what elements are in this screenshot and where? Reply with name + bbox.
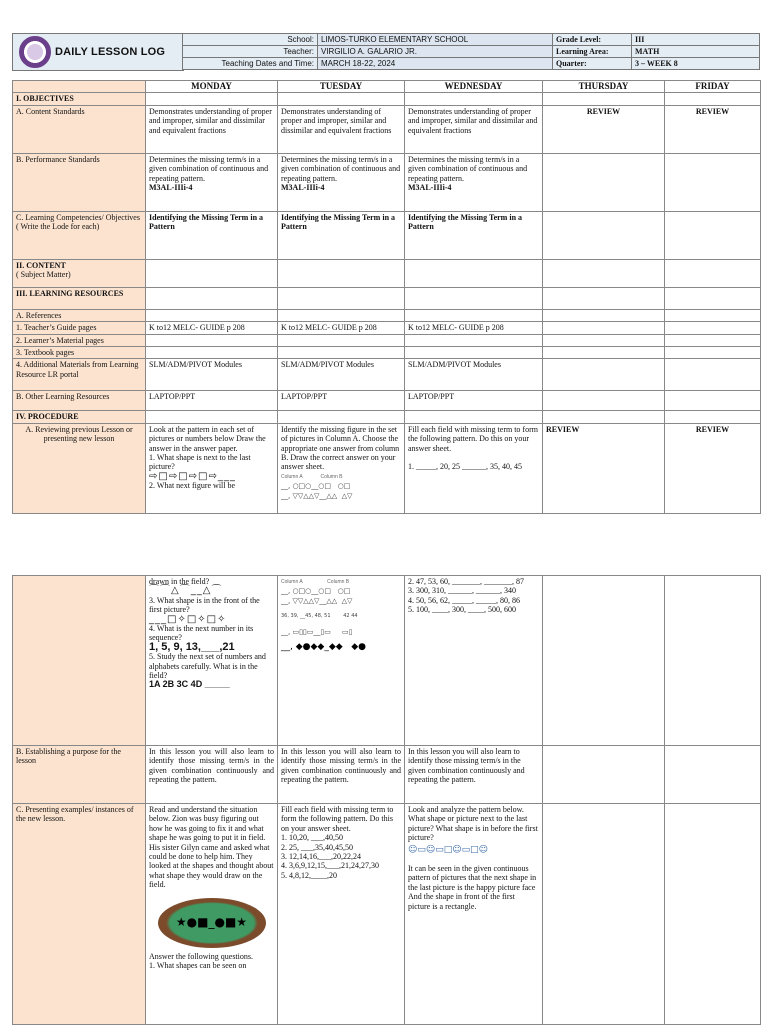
tg-monday: K to12 MELC- GUIDE p 208 bbox=[146, 322, 278, 334]
header-info-table bbox=[182, 33, 760, 70]
ps-tuesday: Determines the missing term/s in a given combination of continuous and repeating pattern. M3AL-IIIi-4 bbox=[278, 153, 405, 211]
purpose-monday: In this lesson you will also learn to identify those missing term/s in the given combination continuously and repeating the pattern. bbox=[146, 746, 278, 804]
arch-triangle-pattern-icon: ⌒⌒△⌒__△⌒ bbox=[149, 585, 223, 597]
review-wednesday: Fill each field with missing term to form the following pattern. Do this on your answer sheet. 1. _____, 20, 25 ______, 35, 40, 45 bbox=[405, 423, 543, 513]
continued-label-cell bbox=[13, 576, 146, 746]
review-friday: REVIEW bbox=[665, 423, 761, 513]
day-header-monday: MONDAY bbox=[146, 81, 278, 93]
tg-tuesday: K to12 MELC- GUIDE p 208 bbox=[278, 322, 405, 334]
comp-tuesday: Identifying the Missing Term in a Pattern bbox=[278, 211, 405, 259]
triangle-pattern-icon: __, ▽▽△△▽__△△ △▽ bbox=[281, 491, 353, 500]
row-textbook: 3. Textbook pages bbox=[13, 347, 146, 359]
review-tuesday-cont: Column A Column B __, ○□○__○□ ○□ __, ▽▽△△▽__△△ △▽ 36, 39, __45, 48, 51 42 44 __, ▭▯▯▭__▯▭ ▭▯ __, ◆●◆◆_◆◆ ◆● bbox=[278, 576, 405, 746]
present-monday: Read and understand the situation below. Zion was busy figuring out how he was going to fix it and what shape he was going to put it in field. His sister Gilyn came and asked what could be done to help him. They looked at the shapes and thought about what shape they would draw on the field. ★●■_●■★ Answer the following questions. 1. What shapes can be seen on bbox=[146, 804, 278, 1025]
day-header-thursday: THURSDAY bbox=[543, 81, 665, 93]
cs-wednesday: Demonstrates understanding of proper and improper, similar and dissimilar and equivalent fractions bbox=[405, 105, 543, 153]
am-monday: SLM/ADM/PIVOT Modules bbox=[146, 359, 278, 391]
lesson-table-page1 bbox=[12, 80, 761, 514]
cs-tuesday: Demonstrates understanding of proper and improper, similar and dissimilar and equivalent fractions bbox=[278, 105, 405, 153]
lesson-log-header bbox=[12, 33, 760, 69]
row-reviewing-lesson: A. Reviewing previous Lesson or presenting new lesson bbox=[13, 423, 146, 513]
row-competencies: C. Learning Competencies/ Objectives ( Write the Lode for each) bbox=[13, 211, 146, 259]
review-tuesday: Identify the missing figure in the set of pictures in Column A. Choose the appropriate one answer from column B. Draw the correct answer on your answer sheet. Column A Column B __, ○□○__○□ ○□ __, ▽▽△△▽__△△ △▽ bbox=[278, 423, 405, 513]
lesson-table-page2 bbox=[12, 575, 761, 1025]
row-performance-standards: B. Performance Standards bbox=[13, 153, 146, 211]
corner-cell bbox=[13, 81, 146, 93]
row-other-resources: B. Other Learning Resources bbox=[13, 391, 146, 411]
triangle-pattern-icon-2: __, ▽▽△△▽__△△ △▽ bbox=[281, 596, 353, 605]
purpose-tuesday: In this lesson you will also learn to identify those missing term/s in the given combination continuously and repeating the pattern. bbox=[278, 746, 405, 804]
quarter-value: 3 – WEEK 8 bbox=[632, 58, 760, 70]
ps-wednesday: Determines the missing term/s in a given combination of continuous and repeating pattern. M3AL-IIIi-4 bbox=[405, 153, 543, 211]
comp-monday: Identifying the Missing Term in a Pattern bbox=[146, 211, 278, 259]
school-value: LIMOS-TURKO ELEMENTARY SCHOOL bbox=[318, 34, 553, 46]
present-tuesday: Fill each field with missing term to form the following pattern. Do this on your answer sheet. 1. 10,20, ___,40,50 2. 25, ___,35,40,45,50 3. 12,14,16,___,20,22,24 4. 3,6,9,12,15,___,21,24,27,30 5. 4,8,12,____,20 bbox=[278, 804, 405, 1025]
teacher-value: VIRGILIO A. GALARIO JR. bbox=[318, 46, 553, 58]
present-wednesday: Look and analyze the pattern below. What shape or picture next to the last picture? What shape is in before the first picture? ☺▭☺▭□☺▭□☺ It can be seen in the given continuous pattern of pictures that the next shape in the last picture is the happy picture face And the shape in front of the first picture is a rectangle. bbox=[405, 804, 543, 1025]
section-procedure: IV. PROCEDURE bbox=[13, 411, 146, 423]
field-picture: ★●■_●■★ bbox=[158, 898, 266, 948]
face-shape-pattern-icon: ☺▭☺▭□☺▭□☺ bbox=[408, 844, 489, 855]
row-content-standards: A. Content Standards bbox=[13, 105, 146, 153]
ps-monday: Determines the missing term/s in a given combination of continuous and repeating pattern. M3AL-IIIi-4 bbox=[146, 153, 278, 211]
cs-monday: Demonstrates understanding of proper and improper, similar and dissimilar and equivalent fractions bbox=[146, 105, 278, 153]
shape-pattern-icon: __, ○□○__○□ ○□ bbox=[281, 482, 351, 491]
review-monday-cont: drawn in the field? ⌒⌒△⌒__△⌒ 3. What shape is in the front of the first picture? ___□✧□✧□✧ 4. What is the next number in its sequence? 1, 5, 9, 13,___,21 5. Study the next set of numbers and alphabets carefully. What is in the field? 1A 2B 3C 4D _____ bbox=[146, 576, 278, 746]
tg-wednesday: K to12 MELC- GUIDE p 208 bbox=[405, 322, 543, 334]
teacher-label: Teacher: bbox=[183, 46, 318, 58]
alphanumeric-sequence: 1A 2B 3C 4D _____ bbox=[149, 679, 230, 690]
section-content: II. CONTENT ( Subject Matter) bbox=[13, 259, 146, 287]
comp-wednesday: Identifying the Missing Term in a Pattern bbox=[405, 211, 543, 259]
day-header-wednesday: WEDNESDAY bbox=[405, 81, 543, 93]
review-wednesday-cont: 2. 47, 53, 60, _______, _______, 87 3. 300, 310, ______, ______, 340 4. 50, 56, 62, _____, _____, 80, 86 5. 100, ____, 300, ____, 500, 600 bbox=[405, 576, 543, 746]
arrow-square-pattern-icon: ⇨□⇨□⇨□⇨___ bbox=[149, 470, 236, 482]
row-establishing-purpose: B. Establishing a purpose for the lesson bbox=[13, 746, 146, 804]
row-teachers-guide: 1. Teacher’s Guide pages bbox=[13, 322, 146, 334]
or-wednesday: LAPTOP/PPT bbox=[405, 391, 543, 411]
review-thursday: REVIEW bbox=[543, 423, 665, 513]
diamond-pattern-icon: __, ◆●◆◆_◆◆ ◆● bbox=[281, 642, 367, 653]
dates-label: Teaching Dates and Time: bbox=[183, 58, 318, 70]
or-monday: LAPTOP/PPT bbox=[146, 391, 278, 411]
am-wednesday: SLM/ADM/PIVOT Modules bbox=[405, 359, 543, 391]
number-sequence: 1, 5, 9, 13,___,21 bbox=[149, 640, 235, 653]
shape-pattern-icon-2: __, ○□○__○□ ○□ bbox=[281, 587, 351, 596]
grade-value: III bbox=[632, 34, 760, 46]
school-label: School: bbox=[183, 34, 318, 46]
row-references: A. References bbox=[13, 309, 146, 321]
cs-friday: REVIEW bbox=[665, 105, 761, 153]
row-presenting-examples: C. Presenting examples/ instances of the new lesson. bbox=[13, 804, 146, 1025]
day-header-friday: FRIDAY bbox=[665, 81, 761, 93]
purpose-wednesday: In this lesson you will also learn to identify those missing term/s in the given combination continuously and repeating the pattern. bbox=[405, 746, 543, 804]
area-value: MATH bbox=[632, 46, 760, 58]
area-label: Learning Area: bbox=[553, 46, 632, 58]
row-learners-material: 2. Learner’s Material pages bbox=[13, 334, 146, 346]
dates-value: MARCH 18-22, 2024 bbox=[318, 58, 553, 70]
quarter-label: Quarter: bbox=[553, 58, 632, 70]
row-additional-materials: 4. Additional Materials from Learning Resource LR portal bbox=[13, 359, 146, 391]
section-objectives: I. OBJECTIVES bbox=[13, 93, 146, 105]
cs-thursday: REVIEW bbox=[543, 105, 665, 153]
star-square-pattern-icon: ___□✧□✧□✧ bbox=[149, 613, 227, 625]
grade-label: Grade Level: bbox=[553, 34, 632, 46]
deped-seal-icon bbox=[19, 36, 51, 68]
number-pattern: 36, 39, __45, 48, 51 42 44 bbox=[281, 613, 358, 620]
day-header-tuesday: TUESDAY bbox=[278, 81, 405, 93]
document-title: DAILY LESSON LOG bbox=[55, 46, 166, 58]
or-tuesday: LAPTOP/PPT bbox=[278, 391, 405, 411]
am-tuesday: SLM/ADM/PIVOT Modules bbox=[278, 359, 405, 391]
cylinder-pattern-icon: __, ▭▯▯▭__▯▭ ▭▯ bbox=[281, 627, 353, 636]
section-resources: III. LEARNING RESOURCES bbox=[13, 287, 146, 309]
title-box bbox=[12, 33, 184, 71]
review-monday: Look at the pattern in each set of pictures or numbers below Draw the answer in the answer paper. 1. What shape is next to the last picture? ⇨□⇨□⇨□⇨___ 2. What next figure will be bbox=[146, 423, 278, 513]
